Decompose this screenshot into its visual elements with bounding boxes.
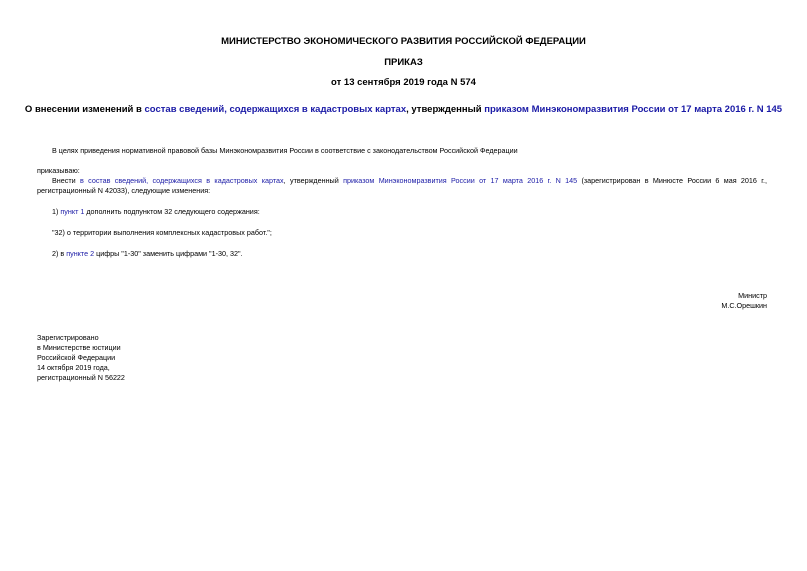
document-title [0, 104, 807, 115]
item2-text: цифры "1-30" заменить цифрами "1-30, 32". [94, 249, 243, 258]
registration-block [37, 333, 125, 383]
title-link-composition[interactable]: состав сведений, содержащихся в кадастровых картах [144, 104, 407, 115]
intro-part1: Внести [52, 176, 80, 185]
registration-line-4: 14 октября 2019 года, [37, 363, 110, 372]
ministry-heading: МИНИСТЕРСТВО ЭКОНОМИЧЕСКОГО РАЗВИТИЯ РОССИЙСКОЙ ФЕДЕРАЦИИ [221, 36, 586, 47]
intro-part2: , утвержденный [283, 176, 344, 185]
title-middle: , утвержденный [406, 104, 485, 115]
item2-prefix: 2) в [52, 249, 67, 258]
item2-link-point2[interactable]: пункте 2 [66, 249, 95, 258]
preamble: В целях приведения нормативной правовой базы Минэкономразвития России в соответствие с законодательством Российской Федерации [52, 146, 518, 155]
item1-link-point1[interactable]: пункт 1 [60, 207, 85, 216]
title-link-order[interactable]: приказом Минэкономразвития России от 17 марта 2016 г. N 145 [484, 104, 783, 115]
order-word: приказываю: [37, 166, 80, 175]
item1-prefix: 1) [52, 207, 61, 216]
registration-line-5: регистрационный N 56222 [37, 373, 125, 382]
intro-paragraph [37, 176, 767, 196]
item-1 [52, 207, 260, 217]
signature-position: Министр [738, 291, 767, 300]
title-prefix: О внесении изменений в [24, 104, 145, 115]
registration-line-3: Российской Федерации [37, 353, 116, 362]
document-date-number: от 13 сентября 2019 года N 574 [331, 77, 476, 88]
intro-part3: (зарегистрирован в Минюсте России 6 мая 2016 г., [577, 176, 767, 185]
item1-text: дополнить подпунктом 32 следующего содержания: [84, 207, 260, 216]
registration-line-1: Зарегистрировано [37, 333, 99, 342]
intro-line-1 [52, 176, 767, 186]
document-type: ПРИКАЗ [384, 57, 423, 68]
item-2 [52, 249, 243, 259]
intro-link-order[interactable]: приказом Минэкономразвития России от 17 марта 2016 г. N 145 [343, 176, 578, 185]
intro-line-2: регистрационный N 42033), следующие изменения: [37, 186, 211, 195]
item-1-quote: "32) о территории выполнения комплексных кадастровых работ."; [52, 228, 272, 237]
intro-link-composition[interactable]: в состав сведений, содержащихся в кадастровых картах [80, 176, 284, 185]
registration-line-2: в Министерстве юстиции [37, 343, 121, 352]
signature-name: М.С.Орешкин [721, 301, 767, 310]
